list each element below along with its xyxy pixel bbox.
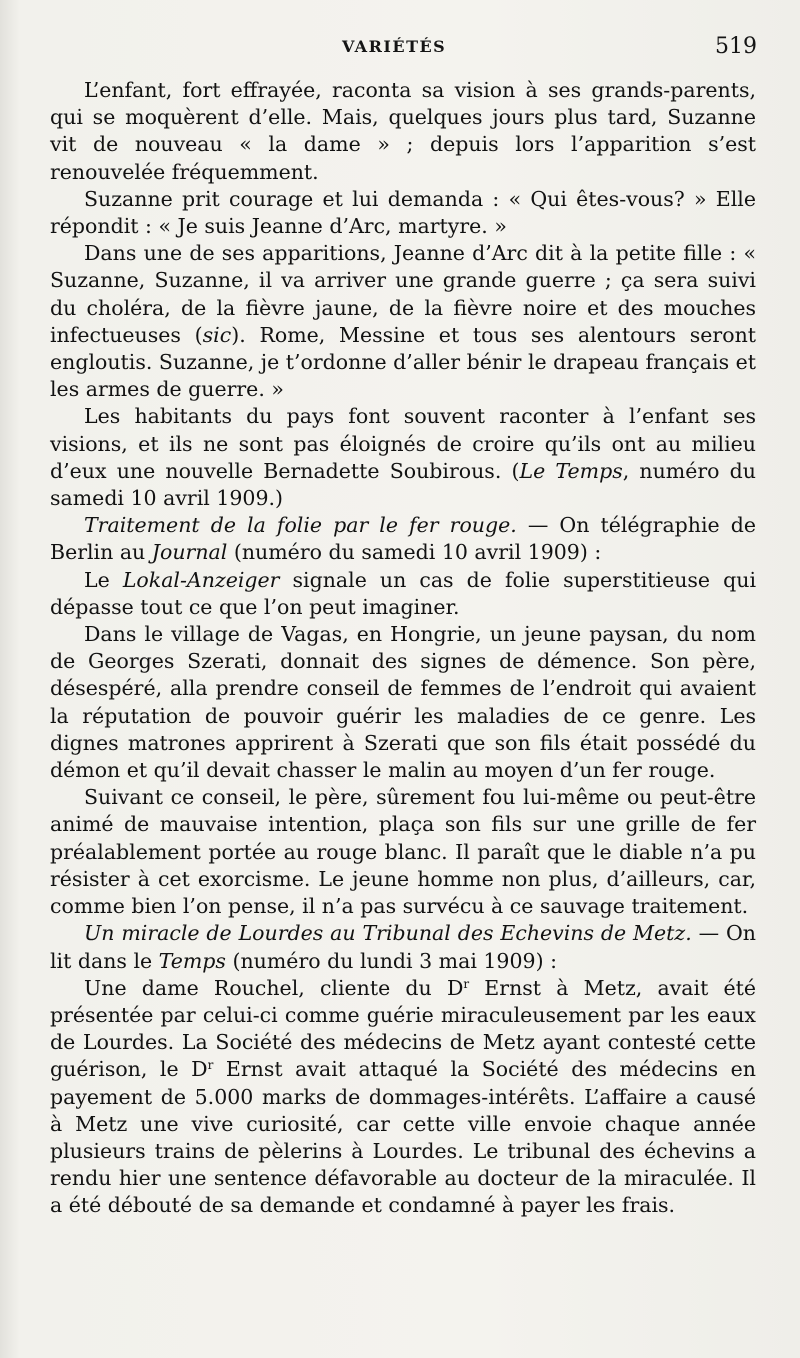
newspaper-title: Lokal-Anzeiger <box>122 567 280 592</box>
newspaper-title: Temps <box>158 948 226 973</box>
paragraph <box>50 186 756 240</box>
paragraph-text: — On télégraphie de Berlin au <box>50 513 757 565</box>
paragraph <box>50 240 756 403</box>
paragraph-text: Dans une de ses apparitions, Jeanne d’Arc dit à la petite fille : « Suzanne, Suzanne, il va arriver une grande guerre ; ça sera suivi du choléra, de la fièvre jaune, de la fièvre noire et des mouches infectueuses ( <box>50 241 756 347</box>
newspaper-title: Journal <box>151 540 228 565</box>
section-heading: Traitement de la folie par le fer rouge. <box>84 513 517 538</box>
paragraph <box>50 77 756 186</box>
paragraph-text: , numéro du samedi 10 avril 1909.) <box>50 458 756 511</box>
paragraph-text: Ernst avait attaqué la Société des médecins en payement de 5.000 marks de dommages-intérêts. L’affaire a causé à Metz une vive curiosité, car cette ville envoie chaque année plusieurs trains de pèlerins à Lourdes. Le tribunal des échevins a rendu hier une sentence défavorable au docteur de la miraculée. Il a été débouté de sa demande et condamné à payer les frais. <box>50 1057 756 1218</box>
body-text <box>50 77 756 1220</box>
paragraph-text: Dans le village de Vagas, en Hongrie, un jeune paysan, du nom de Georges Szerati, donnait des signes de démence. Son père, désespéré, alla prendre conseil de femmes de l’endroit qui avaient la réputation de pouvoir guérir les maladies de ce genre. Les dignes matrones apprirent à Szerati que son fils était possédé du démon et qu’il devait chasser le malin au moyen d’un fer rouge. <box>50 622 756 783</box>
sic-note: sic <box>202 322 232 347</box>
paragraph-text: Suzanne prit courage et lui demanda : « Qui êtes-vous? » Elle répondit : « Je suis Jeanne d’Arc, martyre. » <box>50 186 756 239</box>
paragraph-text: Suivant ce conseil, le père, sûrement fou lui-même ou peut-être animé de mauvaise intention, plaça son fils sur une grille de fer préalablement portée au rouge blanc. Il paraît que le diable n’a pu résister à cet exorcisme. Le jeune homme non plus, d’ailleurs, car, comme bien l’on pense, il n’a pas survécu à ce sauvage traitement. <box>50 785 756 919</box>
paragraph-text: signale un cas de folie superstitieuse qui dépasse tout ce que l’on peut imaginer. <box>50 567 756 619</box>
newspaper-title: Le Temps <box>519 458 623 483</box>
paragraph <box>50 975 756 1220</box>
paragraph-text: ). Rome, Messine et tous ses alentours seront engloutis. Suzanne, je t’ordonne d’aller bénir le drapeau français et les armes de guerre. » <box>50 322 757 402</box>
paragraph-text: Une dame Rouchel, cliente du D <box>84 975 464 1000</box>
superscript: r <box>463 976 470 991</box>
paragraph-text: (numéro du lundi 3 mai 1909) : <box>225 948 557 973</box>
paragraph-text: Le <box>84 567 123 592</box>
paragraph-text: Les habitants du pays font souvent raconter à l’enfant ses visions, et ils ne sont pas éloignés de croire qu’ils ont au milieu d’eux une nouvelle Bernadette Soubirous. ( <box>50 404 756 483</box>
running-head <box>0 34 800 64</box>
section-heading: Un miracle de Lourdes au Tribunal des Echevins de Metz. <box>84 921 692 946</box>
section-heading-paragraph <box>50 512 756 566</box>
paragraph-text: L’enfant, fort effrayée, raconta sa vision à ses grands-parents, qui se moquèrent d’elle. Mais, quelques jours plus tard, Suzanne vit de nouveau « la dame » ; depuis lors l’apparition s’est renouvelée fréquemment. <box>50 78 756 184</box>
paragraph <box>50 621 756 784</box>
paragraph-text: Ernst à Metz, avait été présentée par celui-ci comme guérie miraculeusement par les eaux de Lourdes. La Société des médecins de Metz ayant contesté cette guérison, le D <box>50 975 756 1082</box>
superscript: r <box>207 1058 214 1073</box>
section-title: VARIÉTÉS <box>342 37 447 56</box>
paragraph-text: (numéro du samedi 10 avril 1909) : <box>227 540 602 565</box>
paragraph <box>50 403 756 512</box>
paragraph <box>50 567 756 621</box>
paragraph <box>50 784 756 920</box>
page-number: 519 <box>715 34 757 59</box>
paragraph-text: — On lit dans le <box>50 921 756 973</box>
section-heading-paragraph <box>50 920 756 974</box>
